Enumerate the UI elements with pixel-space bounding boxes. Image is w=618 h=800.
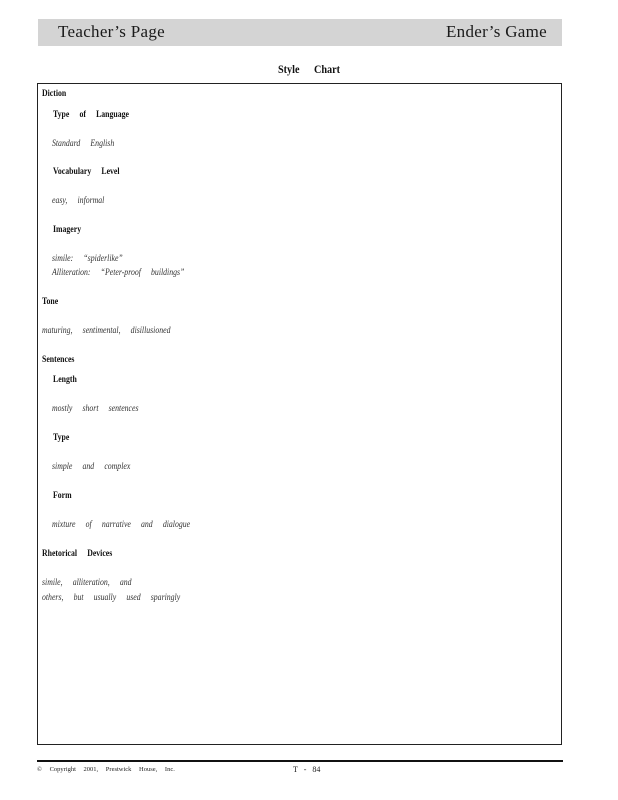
- footer-page-number: T - 84: [293, 765, 321, 774]
- value-rhetorical-devices-2: others, but usually used sparingly: [42, 593, 181, 603]
- section-heading-diction: Diction: [42, 89, 67, 99]
- subheading-type: Type: [53, 433, 70, 443]
- value-tone: maturing, sentimental, disillusioned: [42, 326, 171, 336]
- style-chart-box: [37, 83, 562, 745]
- section-heading-rhetorical-devices: Rhetorical Devices: [42, 549, 113, 559]
- value-form: mixture of narrative and dialogue: [52, 520, 191, 530]
- value-imagery-alliteration: Alliteration: “Peter-proof buildings”: [52, 268, 185, 278]
- header-right-title: Ender’s Game: [445, 22, 547, 41]
- subheading-vocabulary-level: Vocabulary Level: [53, 167, 120, 177]
- footer-divider: [37, 760, 563, 762]
- header-left-title: Teacher’s Page: [58, 22, 166, 41]
- subheading-type-of-language: Type of Language: [53, 110, 129, 120]
- value-imagery-simile: simile: “spiderlike”: [52, 254, 123, 264]
- header-bar: [38, 19, 562, 46]
- section-heading-sentences: Sentences: [42, 355, 75, 365]
- value-rhetorical-devices-1: simile, alliteration, and: [42, 578, 132, 588]
- footer-copyright: © Copyright 2001, Prestwick House, Inc.: [37, 766, 175, 773]
- subheading-form: Form: [53, 491, 72, 501]
- subheading-imagery: Imagery: [53, 225, 82, 235]
- value-length: mostly short sentences: [52, 404, 139, 414]
- value-type: simple and complex: [52, 462, 131, 472]
- subheading-length: Length: [53, 375, 77, 385]
- value-vocabulary-level: easy, informal: [52, 196, 105, 206]
- value-type-of-language: Standard English: [52, 139, 115, 149]
- page-title: Style Chart: [277, 62, 341, 76]
- section-heading-tone: Tone: [42, 297, 59, 307]
